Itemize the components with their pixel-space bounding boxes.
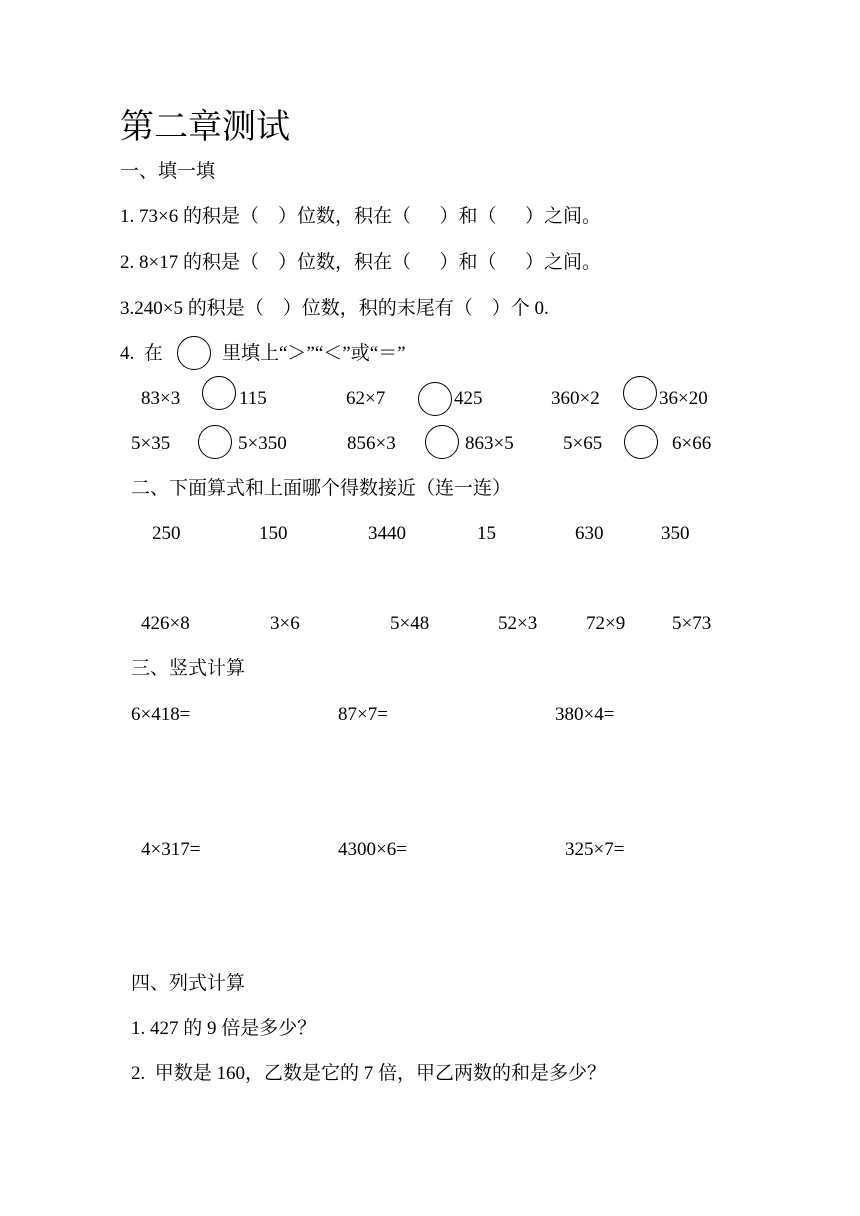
compare-right: 5×350 — [238, 433, 287, 454]
compare-circle[interactable] — [418, 382, 452, 416]
expression-item: 5×48 — [390, 613, 430, 634]
compare-right: 863×5 — [465, 433, 514, 454]
expression-item: 3×6 — [270, 613, 300, 634]
expression-item: 5×73 — [672, 613, 712, 634]
calc-problem: 325×7= — [565, 839, 625, 860]
compare-left: 856×3 — [347, 433, 396, 454]
compare-right: 115 — [239, 388, 267, 409]
compare-right: 36×20 — [659, 388, 708, 409]
compare-circle[interactable] — [425, 425, 459, 459]
number-item: 150 — [259, 523, 288, 544]
number-item: 15 — [477, 523, 496, 544]
calc-problem: 6×418= — [131, 704, 191, 725]
section4-heading: 四、列式计算 — [131, 973, 246, 994]
word-problem-2: 2. 甲数是 160，乙数是它的 7 倍，甲乙两数的和是多少？ — [131, 1063, 607, 1084]
compare-circle[interactable] — [623, 376, 657, 410]
compare-left: 62×7 — [346, 388, 386, 409]
number-item: 3440 — [368, 523, 406, 544]
answer-circle — [177, 336, 211, 370]
word-problem-1: 1. 427 的 9 倍是多少？ — [131, 1018, 317, 1039]
question-4-prefix: 4. 在 — [120, 343, 163, 364]
compare-left: 5×35 — [131, 433, 171, 454]
compare-right: 6×66 — [672, 433, 712, 454]
compare-left: 5×65 — [563, 433, 603, 454]
section2-heading: 二、下面算式和上面哪个得数接近（连一连） — [131, 478, 512, 499]
calc-problem: 87×7= — [338, 704, 388, 725]
calc-problem: 4×317= — [141, 839, 201, 860]
number-item: 250 — [152, 523, 181, 544]
calc-problem: 380×4= — [555, 704, 615, 725]
section3-heading: 三、竖式计算 — [131, 658, 246, 679]
question-1: 1. 73×6 的积是（ ）位数，积在（ ）和（ ）之间。 — [120, 206, 601, 227]
expression-item: 72×9 — [586, 613, 626, 634]
compare-circle[interactable] — [624, 425, 658, 459]
expression-item: 426×8 — [141, 613, 190, 634]
number-item: 630 — [575, 523, 604, 544]
compare-left: 360×2 — [551, 388, 600, 409]
compare-left: 83×3 — [141, 388, 181, 409]
number-item: 350 — [661, 523, 690, 544]
question-3: 3.240×5 的积是（ ）位数，积的末尾有（ ）个 0. — [120, 298, 549, 319]
compare-circle[interactable] — [198, 425, 232, 459]
question-4-suffix: 里填上“＞”“＜”或“＝” — [222, 343, 406, 364]
section1-heading: 一、填一填 — [120, 161, 216, 182]
question-2: 2. 8×17 的积是（ ）位数，积在（ ）和（ ）之间。 — [120, 252, 601, 273]
page-title: 第二章测试 — [120, 109, 290, 146]
calc-problem: 4300×6= — [338, 839, 407, 860]
expression-item: 52×3 — [498, 613, 538, 634]
compare-circle[interactable] — [202, 376, 236, 410]
compare-right: 425 — [454, 388, 483, 409]
